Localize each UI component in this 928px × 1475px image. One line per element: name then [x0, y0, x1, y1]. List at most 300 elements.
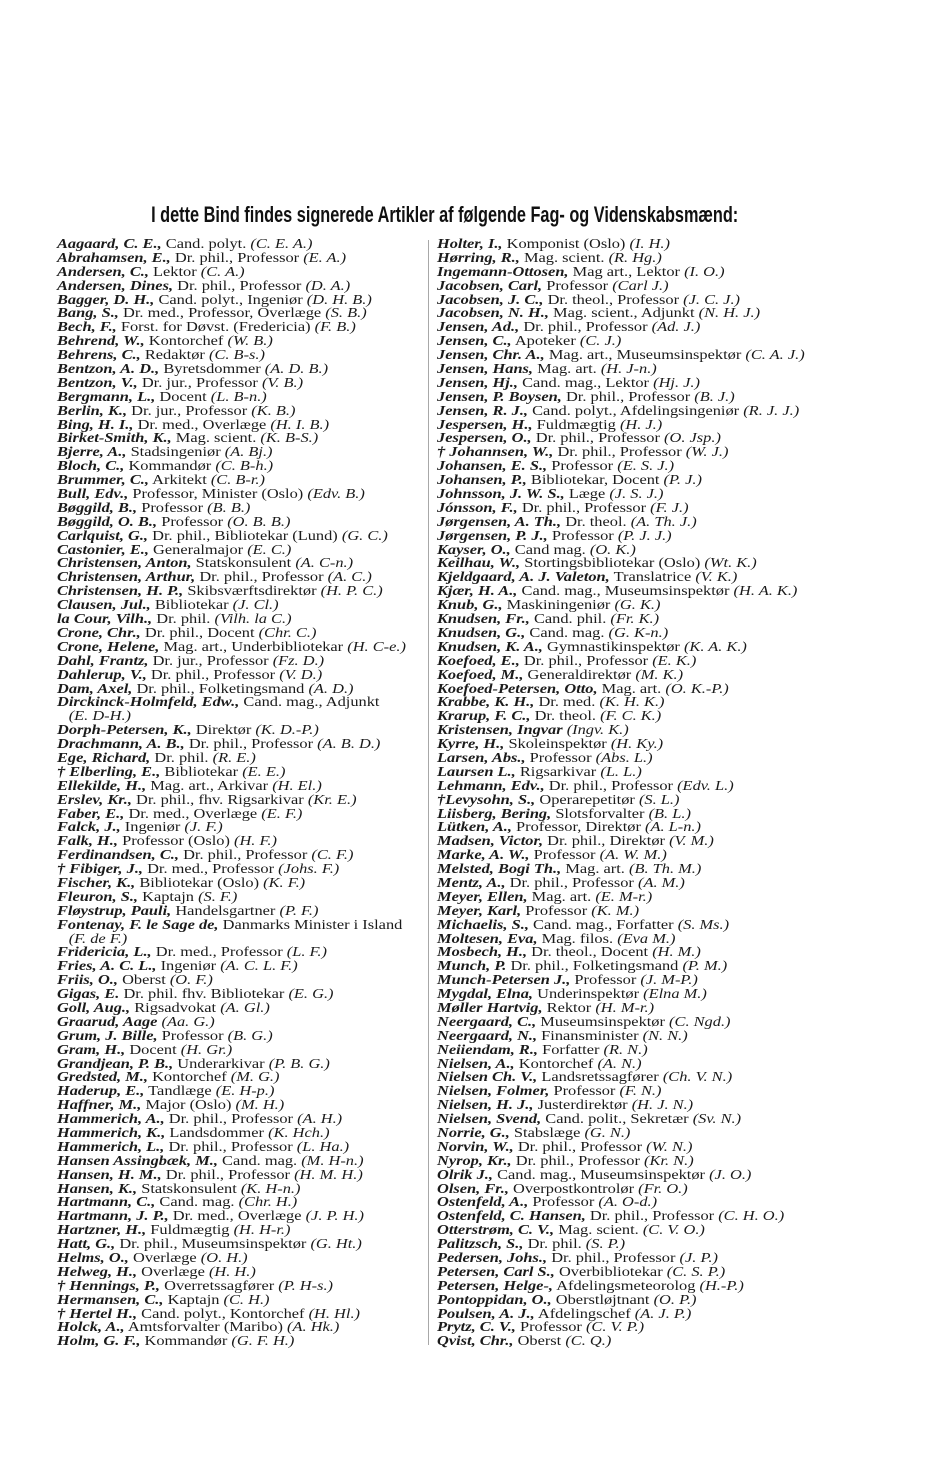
contributor-entry — [57, 405, 431, 419]
contributor-title: Tandlæge — [148, 1084, 212, 1100]
contributor-entry — [437, 1266, 811, 1280]
contributor-entry — [437, 1030, 811, 1044]
contributor-signature: (F. J.) — [650, 500, 689, 516]
contributor-signature: (E. M-r.) — [595, 889, 653, 905]
contributor-signature: (H. C-e.) — [347, 639, 406, 655]
contributor-entry — [57, 1044, 431, 1058]
contributor-entry — [437, 1224, 811, 1238]
contributor-name: Bech, F., — [57, 320, 117, 336]
contributor-signature: (J. S. J.) — [609, 487, 664, 503]
contributor-entry — [437, 530, 811, 544]
contributor-title: Professor — [519, 1320, 582, 1336]
contributor-signature: (N. H. J.) — [698, 306, 761, 322]
contributor-entry — [437, 863, 811, 877]
contributor-entry — [57, 974, 431, 988]
contributor-signature: (Wt. K.) — [704, 556, 757, 572]
contributor-title: Dr. theol. — [534, 709, 597, 725]
contributor-entry — [437, 1308, 811, 1322]
contributor-signature: (H. J-n.) — [600, 362, 657, 378]
contributor-entry — [437, 474, 811, 488]
contributor-name: Jensen, P. Boysen, — [437, 389, 562, 405]
contributor-title: Cand. polyt., Kontorchef — [141, 1306, 305, 1322]
contributor-signature: (A. N.) — [597, 1056, 642, 1072]
contributor-entry — [57, 1058, 431, 1072]
contributor-signature: (S. Ms.) — [677, 917, 730, 933]
contributor-title: Dr. phil., Folketingsmand — [136, 681, 305, 697]
contributor-entry — [437, 488, 811, 502]
contributor-signature: (O. P.) — [653, 1292, 697, 1308]
contributor-entry — [437, 502, 811, 516]
contributor-signature: (K. Hch.) — [268, 1126, 330, 1141]
contributor-entry — [57, 1196, 431, 1210]
contributor-title: Dr. med., Professor — [155, 945, 283, 961]
contributor-entry — [57, 863, 431, 877]
contributor-signature: (Carl J.) — [612, 278, 669, 294]
contributor-title: Cand. mag., Forfatter — [533, 917, 674, 933]
contributor-entry — [57, 752, 431, 766]
contributor-entry — [57, 460, 431, 474]
contributor-name: † Elberling, E., — [57, 764, 161, 780]
page-heading: I dette Bind findes signerede Artikler af følgende Fag- og Videnskabsmænd: — [151, 202, 739, 227]
contributor-title: Dr. med., Professor, Overlæge — [123, 306, 322, 322]
contributor-name: Krabbe, K. H., — [437, 695, 535, 711]
contributor-entry — [57, 877, 431, 891]
contributor-title: Mag. art. — [565, 862, 625, 878]
contributor-name: Madsen, Victor, — [437, 834, 544, 850]
contributor-entry — [437, 571, 811, 585]
contributor-signature: (E. K.) — [652, 653, 697, 669]
contributor-signature: (I. H.) — [629, 237, 670, 252]
contributor-name: Petersen, Carl S., — [437, 1264, 555, 1280]
contributor-entry — [437, 307, 811, 321]
contributor-entry — [57, 835, 431, 849]
contributor-title: Dr. phil., Professor — [523, 653, 649, 669]
contributor-name: Dam, Axel, — [57, 681, 133, 697]
contributor-title: Dr. phil., Professor — [523, 320, 648, 336]
contributor-entry — [57, 1085, 431, 1099]
contributor-name: Bjerre, A., — [57, 445, 127, 461]
contributor-name: Mygdal, Elna, — [437, 987, 534, 1003]
contributor-name: Neergaard, N., — [437, 1028, 538, 1044]
contributor-name: Goll, Aug., — [57, 1000, 131, 1016]
contributor-entry — [437, 724, 811, 738]
contributor-entry — [57, 1030, 431, 1044]
contributor-entry — [57, 613, 431, 627]
contributor-title: Forst. for Døvst. (Fredericia) — [120, 320, 311, 336]
contributor-signature: (S. B.) — [325, 306, 367, 322]
contributor-entry — [57, 1016, 431, 1030]
contributor-signature: (H. A. K.) — [733, 584, 798, 600]
contributor-title: Professor, Minister (Oslo) — [132, 487, 304, 503]
contributor-signature: (J. P.) — [679, 1251, 718, 1267]
contributor-name: Olrik J., — [437, 1167, 493, 1183]
contributor-title: Rigsadvokat — [134, 1000, 217, 1016]
contributor-title: Cand. polyt., Ingeniør — [158, 292, 303, 308]
contributor-title: Professor (Oslo) — [122, 834, 230, 850]
contributor-entry — [57, 419, 431, 433]
contributor-signature: (B. B.) — [207, 500, 251, 516]
contributor-title: Overpostkontrolør — [513, 1181, 635, 1197]
contributor-title: Apoteker — [514, 334, 576, 350]
contributor-title: Professor — [141, 500, 204, 516]
contributor-title: Redaktør — [144, 348, 205, 364]
contributor-title: Underinspektør — [537, 987, 640, 1003]
contributor-entry — [57, 1127, 431, 1141]
contributor-name: Pontoppidan, O., — [437, 1292, 552, 1308]
contributor-entry — [437, 1127, 811, 1141]
contributor-name: Munch, P. — [437, 959, 507, 975]
contributor-signature: (J. P. H.) — [305, 1209, 364, 1225]
contributor-signature: (G. N.) — [584, 1126, 631, 1141]
contributor-title: Dr. theol., Professor — [547, 292, 680, 308]
contributor-title: Kontorchef — [152, 1070, 227, 1086]
contributor-title: Dr. jur., Professor — [141, 375, 258, 391]
contributor-entry — [57, 571, 431, 585]
contributor-signature: (W. B.) — [227, 334, 273, 350]
contributor-signature: (V. K.) — [695, 570, 738, 586]
contributor-name: Dahl, Frantz, — [57, 653, 149, 669]
contributor-name: Bagger, D. H., — [57, 292, 155, 308]
contributor-signature: (J. F.) — [184, 820, 223, 836]
contributor-signature: (P. J. J.) — [617, 528, 672, 544]
contributor-name: Larsen, Abs., — [437, 750, 526, 766]
contributor-name: Falck, J., — [57, 820, 121, 836]
contributor-title: Bibliotekar — [154, 598, 229, 614]
contributor-title: Dr. med., Overlæge — [128, 806, 258, 822]
contributor-title: Mag. scient. — [523, 250, 605, 266]
contributor-entry — [57, 960, 431, 974]
contributor-title: Dr. med. — [538, 695, 596, 711]
contributor-title: Mag. art., Arkivar — [150, 778, 269, 794]
contributor-signature: (I. O.) — [684, 264, 725, 280]
contributor-entry — [57, 446, 431, 460]
contributor-name: Nielsen Ch. V., — [437, 1070, 538, 1086]
contributor-entry — [57, 335, 431, 349]
contributor-signature: (A. Bj.) — [224, 445, 273, 461]
contributor-name: Meyer, Karl, — [437, 903, 522, 919]
contributor-signature: (E. E.) — [242, 764, 286, 780]
contributor-title: Professor — [529, 750, 592, 766]
contributor-name: Koefoed, E., — [437, 653, 520, 669]
contributor-entry — [437, 752, 811, 766]
contributor-entry — [57, 530, 431, 544]
contributor-signature: (Edv. L.) — [677, 778, 734, 794]
contributor-title: Cand. mag. — [159, 1195, 235, 1211]
contributor-title: Docent — [159, 389, 207, 405]
contributor-entry — [57, 1308, 431, 1322]
contributor-title: Cand. polit., Sekretær — [545, 1112, 689, 1128]
contributor-signature: (E. G.) — [288, 987, 334, 1003]
contributor-name: Berlin, K., — [57, 403, 128, 419]
contributor-signature: (W. J.) — [685, 445, 729, 461]
contributor-signature: (H. M.) — [652, 945, 701, 961]
contributor-signature: (A. D.) — [308, 681, 354, 697]
contributor-signature: (C. J.) — [579, 334, 622, 350]
contributor-title: Oberst — [122, 973, 166, 989]
contributor-name: Falk, H., — [57, 834, 118, 850]
contributor-entry — [437, 1058, 811, 1072]
contributor-signature: (Ingv. K.) — [566, 723, 629, 739]
contributor-entry — [57, 794, 431, 808]
contributor-signature: (F. de F.) — [68, 931, 128, 947]
contributor-entry — [437, 1294, 811, 1308]
contributor-signature: (C. A.) — [200, 264, 245, 280]
contributor-name: Knub, G., — [437, 598, 503, 614]
contributor-name: Brummer, C., — [57, 473, 149, 489]
contributor-name: Gram, H., — [57, 1042, 126, 1058]
contributor-name: Christensen, Anton, — [57, 556, 192, 572]
contributor-entry — [437, 446, 811, 460]
contributor-name: Aagaard, C. E., — [57, 237, 162, 252]
contributor-signature: (G. K.) — [614, 598, 661, 614]
contributor-entry — [437, 335, 811, 349]
contributor-name: Michaelis, S., — [437, 917, 529, 933]
contributor-name: Moltesen, Eva, — [437, 931, 538, 947]
contributor-entry — [437, 266, 811, 280]
contributor-name: Jensen, Chr. A., — [437, 348, 545, 364]
contributor-name: Jacobsen, N. H., — [437, 306, 549, 322]
contributor-name: † Fibiger, J., — [57, 862, 144, 878]
contributor-signature: (Vilh. la C.) — [214, 612, 292, 628]
contributor-name: Jacobsen, Carl, — [437, 278, 543, 294]
contributor-title: Mag. filos. — [541, 931, 614, 947]
contributor-entry — [437, 1321, 811, 1335]
contributor-name: Keilhau, W., — [437, 556, 521, 572]
contributor-entry — [437, 738, 811, 752]
contributor-title: Professor — [546, 278, 609, 294]
contributor-name: Ege, Richard, — [57, 750, 151, 766]
contributor-signature: (S. P.) — [585, 1237, 626, 1253]
contributor-entry — [57, 488, 431, 502]
contributor-name: Hammerich, L., — [57, 1139, 165, 1155]
contributor-name: Andersen, C., — [57, 264, 149, 280]
contributor-name: Jørgensen, A. Th., — [437, 514, 562, 530]
contributor-signature: (C. A. J.) — [745, 348, 805, 364]
contributor-title: Oberst — [517, 1334, 562, 1350]
contributor-name: Abrahamsen, E., — [57, 250, 171, 266]
contributor-title: Professor — [551, 528, 614, 544]
contributor-title: Dr. phil., Direktør — [547, 834, 665, 850]
contributor-title: Gymnastikinspektør — [546, 639, 680, 655]
contributor-signature: (C. B-s.) — [208, 348, 265, 364]
contributor-signature: (C. S. P.) — [666, 1264, 726, 1280]
contributor-title: Dr. phil., Professor — [165, 1167, 290, 1183]
contributor-signature: (H. I. B.) — [270, 417, 330, 433]
contributor-title: Ingeniør — [160, 959, 217, 975]
contributor-name: Erslev, Kr., — [57, 792, 132, 808]
contributor-title: Dr. phil., Professor — [589, 1209, 715, 1225]
contributor-signature: (M. H-n.) — [301, 1153, 364, 1169]
contributor-title: Cand. mag., Lektor — [522, 375, 650, 391]
contributor-entry — [437, 1335, 811, 1349]
contributor-title: Dr. med., Overlæge — [172, 1209, 302, 1225]
contributor-name: Bentzon, V., — [57, 375, 138, 391]
contributor-title: Dr. jur., Professor — [152, 653, 269, 669]
contributor-name: Ingemann-Ottosen, — [437, 264, 569, 280]
contributor-entry — [57, 1294, 431, 1308]
contributor-signature: (R. N.) — [603, 1042, 648, 1058]
contributor-name: Behrens, C., — [57, 348, 141, 364]
contributor-title: Professor — [161, 514, 224, 530]
contributor-signature: (M. G.) — [230, 1070, 280, 1086]
contributor-entry — [57, 557, 431, 571]
contributor-name: Kjær, H. A., — [437, 584, 518, 600]
contributor-title: Skoleinspektør — [508, 737, 607, 753]
contributor-entry — [57, 1321, 431, 1335]
contributor-name: Crone, Helene, — [57, 639, 160, 655]
contributor-signature: (V. M.) — [669, 834, 714, 850]
contributor-signature: (A. C. L. F.) — [220, 959, 298, 975]
contributor-title: Dr. phil., Bibliotekar (Lund) — [152, 528, 338, 544]
contributor-title: Kontorchef — [148, 334, 224, 350]
contributor-name: Kayser, O., — [437, 542, 511, 558]
contributor-name: Johansen, E. S., — [437, 459, 548, 475]
contributor-entry — [57, 321, 431, 335]
contributor-entry — [57, 683, 431, 697]
contributor-signature: (G. K-n.) — [608, 625, 669, 641]
contributor-name: Bloch, C., — [57, 459, 125, 475]
contributor-title: Mag. art. — [537, 362, 597, 378]
contributor-name: Helweg, H., — [57, 1264, 138, 1280]
contributor-name: Nielsen, Folmer, — [437, 1084, 550, 1100]
contributor-title: Mag. scient., Adjunkt — [553, 306, 695, 322]
contributor-name: Koefoed-Petersen, Otto, — [437, 681, 598, 697]
contributor-signature: (N. N.) — [642, 1028, 688, 1044]
contributor-title: Bibliotekar, Docent — [530, 473, 660, 489]
contributor-title: Dr. phil., Folketingsmand — [510, 959, 679, 975]
contributor-signature: (Aa. G.) — [161, 1014, 215, 1030]
contributor-title: Kommandør — [144, 1334, 228, 1350]
contributor-entry — [437, 432, 811, 446]
contributor-entry — [57, 988, 431, 1002]
contributor-entry — [437, 710, 811, 724]
contributor-name: Dahlerup, V., — [57, 667, 147, 683]
contributor-entry — [57, 724, 431, 738]
contributor-entry — [57, 1169, 431, 1183]
contributor-name: Castonier, E., — [57, 542, 149, 558]
contributor-title: Cand. polyt. — [165, 237, 247, 252]
contributor-entry — [437, 919, 811, 933]
contributor-name: Graarud, Aage — [57, 1014, 158, 1030]
contributor-title: Professor — [161, 1028, 224, 1044]
contributor-name: Ellekilde, H., — [57, 778, 147, 794]
contributor-entry — [57, 1210, 431, 1224]
contributor-entry — [437, 891, 811, 905]
contributor-entry — [437, 946, 811, 960]
contributor-name: † Hennings, P., — [57, 1278, 161, 1294]
contributor-entry — [57, 349, 431, 363]
contributor-name: Jensen, Ad., — [437, 320, 520, 336]
contributor-name: Poulsen, A. J., — [437, 1306, 535, 1322]
contributor-signature: (Kr. E.) — [307, 792, 357, 808]
contributor-signature: (C. Q.) — [565, 1334, 612, 1350]
contributor-signature: (C. V. P.) — [585, 1320, 645, 1336]
contributor-title: Dr. phil., Professor — [168, 1112, 294, 1128]
contributor-signature: (S. L.) — [638, 792, 680, 808]
contributor-signature: (G. F. H.) — [231, 1334, 295, 1350]
contributor-signature: (H. H.) — [208, 1264, 256, 1280]
contributor-title: Ingeniør — [124, 820, 181, 836]
contributor-entry — [437, 1252, 811, 1266]
contributor-signature: (K. H-n.) — [240, 1181, 301, 1197]
contributor-signature: (C. F.) — [311, 848, 354, 864]
contributor-entry — [437, 460, 811, 474]
contributor-entry — [57, 1071, 431, 1085]
contributor-title: Major (Oslo) — [145, 1098, 232, 1114]
contributor-name: Krarup, F. C., — [437, 709, 531, 725]
contributor-entry — [437, 1002, 811, 1016]
contributor-signature: (K. B.) — [251, 403, 296, 419]
contributor-entry — [57, 1280, 431, 1294]
contributor-entry — [437, 405, 811, 419]
contributor-title: Dr. theol. — [565, 514, 627, 530]
contributor-title: Dr. theol., Docent — [531, 945, 649, 961]
contributor-title: Professor — [574, 973, 637, 989]
contributor-name: Norrie, G., — [437, 1126, 510, 1141]
contributor-title: Statskonsulent — [141, 1181, 237, 1197]
contributor-signature: (K. B-S.) — [260, 431, 319, 447]
contributor-entry — [437, 1155, 811, 1169]
contributor-name: Carlquist, G., — [57, 528, 149, 544]
contributor-title: Oberstløjtnant — [555, 1292, 650, 1308]
contributor-signature: (Chr. C.) — [258, 625, 317, 641]
contributor-entry — [57, 696, 431, 710]
contributor-entry — [437, 627, 811, 641]
contributor-entry — [437, 544, 811, 558]
contributor-entry — [57, 1141, 431, 1155]
contributor-entry — [57, 280, 431, 294]
contributor-name: Jensen, C., — [437, 334, 512, 350]
contributor-entry — [57, 377, 431, 391]
contributor-entry — [437, 391, 811, 405]
contributor-entry — [57, 252, 431, 266]
contributor-title: Overlæge — [132, 1251, 197, 1267]
contributor-entry — [57, 766, 431, 780]
contributor-entry — [437, 821, 811, 835]
contributor-name: Hammerich, A., — [57, 1112, 165, 1128]
contributor-signature: (C. E. A.) — [250, 237, 313, 252]
contributor-name: Hartmann, C., — [57, 1195, 156, 1211]
contributor-signature: (R. E.) — [212, 750, 256, 766]
contributor-entry — [57, 1252, 431, 1266]
contributor-signature: (O. B. B.) — [227, 514, 291, 530]
contributor-signature: (A. C-n.) — [295, 556, 354, 572]
contributor-entry — [437, 1280, 811, 1294]
contributor-title: Stabslæge — [513, 1126, 581, 1141]
contributor-title: Underarkivar — [177, 1056, 265, 1072]
contributor-name: Bull, Edv., — [57, 487, 129, 503]
contributor-name: Melsted, Bogi Th., — [437, 862, 562, 878]
contributor-title: Dr. med., Overlæge — [137, 417, 267, 433]
contributor-title: Dr. phil., Professor — [188, 737, 314, 753]
contributor-title: Maskiningeniør — [506, 598, 611, 614]
contributor-entry — [437, 696, 811, 710]
contributor-title: Overretssagfører — [164, 1278, 275, 1294]
contributor-name: Haderup, E., — [57, 1084, 145, 1100]
contributor-name: Fontenay, F. le Sage de, — [57, 917, 219, 933]
contributor-title: Mag. scient. — [558, 1223, 639, 1239]
contributor-entry — [437, 835, 811, 849]
contributor-name: Palitzsch, S., — [437, 1237, 524, 1253]
contributor-entry — [437, 877, 811, 891]
column-rule — [428, 240, 429, 1345]
contributor-title: Cand. mag. — [529, 625, 605, 641]
contributor-name: Kyrre, H., — [437, 737, 505, 753]
contributor-entry — [437, 280, 811, 294]
contributor-signature: (M. H.) — [235, 1098, 285, 1114]
contributor-entry — [437, 974, 811, 988]
contributor-signature: (C. B-r.) — [210, 473, 265, 489]
